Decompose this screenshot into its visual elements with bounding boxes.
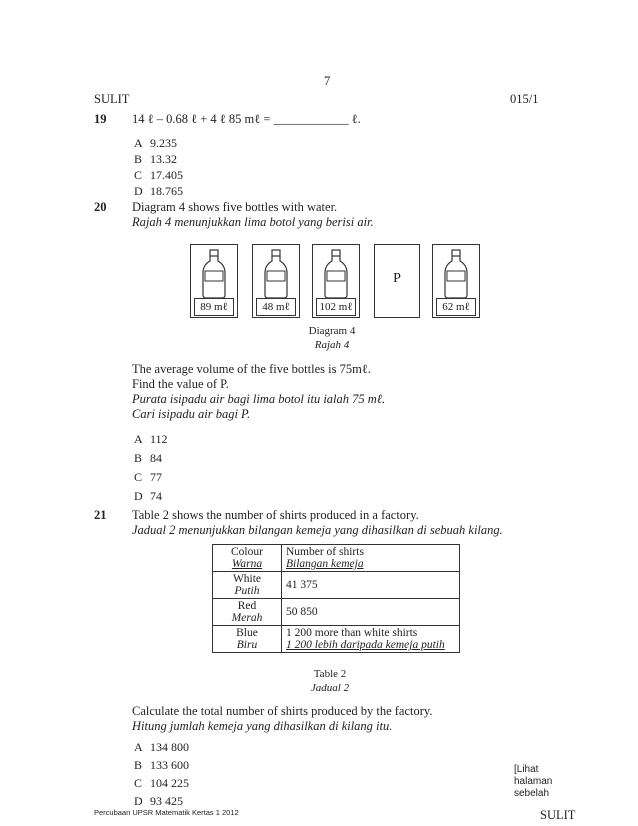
q19-unit: ℓ. bbox=[351, 112, 361, 126]
bottle-icon bbox=[322, 249, 350, 299]
question-19-number: 19 bbox=[94, 112, 107, 126]
page-number: 7 bbox=[324, 74, 331, 88]
q20-stem-en-1: The average volume of the five bottles is 75mℓ. bbox=[132, 362, 371, 376]
turn-over-note: [Lihat halaman sebelah bbox=[514, 764, 553, 799]
bottle-1-volume: 89 mℓ bbox=[194, 298, 234, 316]
q21-option-d[interactable]: D 93 425 bbox=[134, 794, 183, 808]
q20-option-a[interactable]: A 112 bbox=[134, 432, 168, 446]
q21-option-b[interactable]: B 133 600 bbox=[134, 758, 189, 772]
bottle-p-label: P bbox=[393, 271, 401, 286]
q19-option-b[interactable]: B 13.32 bbox=[134, 152, 177, 166]
table-head-colour: Colour Warna bbox=[213, 545, 282, 572]
table-header-row bbox=[213, 545, 460, 572]
table-cell-value: 50 850 bbox=[282, 599, 460, 626]
table-2-caption-ms: Jadual 2 bbox=[310, 682, 350, 694]
q21-option-a[interactable]: A 134 800 bbox=[134, 740, 189, 754]
bottle-1 bbox=[190, 244, 238, 318]
table-cell-value: 1 200 more than white shirts 1 200 lebih daripada kemeja putih bbox=[282, 626, 460, 653]
q19-expression-text: 14 ℓ – 0.68 ℓ + 4 ℓ 85 mℓ = bbox=[132, 112, 274, 126]
bottle-5 bbox=[432, 244, 480, 318]
header-code: 015/1 bbox=[510, 92, 539, 106]
q21-option-c[interactable]: C 104 225 bbox=[134, 776, 189, 790]
table-cell-colour: Blue Biru bbox=[213, 626, 282, 653]
table-cell-value: 41 375 bbox=[282, 572, 460, 599]
table-row bbox=[213, 599, 460, 626]
q19-answer-blank: ____________ bbox=[273, 112, 349, 126]
table-cell-colour: White Putih bbox=[213, 572, 282, 599]
question-20-number: 20 bbox=[94, 200, 107, 214]
bottle-3 bbox=[312, 244, 360, 318]
question-21-number: 21 bbox=[94, 508, 107, 522]
bottle-5-volume: 62 mℓ bbox=[436, 298, 476, 316]
footer-source: Percubaan UPSR Matematik Kertas 1 2012 bbox=[94, 808, 239, 817]
table-head-count: Number of shirts Bilangan kemeja bbox=[282, 545, 460, 572]
bottle-3-volume: 102 mℓ bbox=[316, 298, 356, 316]
q21-intro-ms: Jadual 2 menunjukkan bilangan kemeja yang dihasilkan di sebuah kilang. bbox=[132, 523, 503, 537]
q20-intro-en: Diagram 4 shows five bottles with water. bbox=[132, 200, 338, 214]
table-2 bbox=[212, 544, 460, 653]
q19-option-d[interactable]: D 18.765 bbox=[134, 184, 183, 198]
diagram-4-caption-en: Diagram 4 bbox=[308, 325, 356, 337]
q20-stem-ms-1: Purata isipadu air bagi lima botol itu ialah 75 mℓ. bbox=[132, 392, 386, 406]
bottle-icon bbox=[200, 249, 228, 299]
diagram-4-caption-ms: Rajah 4 bbox=[314, 339, 350, 351]
q20-stem-en-2: Find the value of P. bbox=[132, 377, 229, 391]
q20-option-c[interactable]: C 77 bbox=[134, 470, 162, 484]
q20-intro-ms: Rajah 4 menunjukkan lima botol yang berisi air. bbox=[132, 215, 374, 229]
question-19-expression bbox=[132, 112, 361, 127]
q20-option-d[interactable]: D 74 bbox=[134, 489, 162, 503]
bottle-2 bbox=[252, 244, 300, 318]
table-cell-colour: Red Merah bbox=[213, 599, 282, 626]
table-row bbox=[213, 626, 460, 653]
q20-option-b[interactable]: B 84 bbox=[134, 451, 162, 465]
table-row bbox=[213, 572, 460, 599]
q20-stem-ms-2: Cari isipadu air bagi P. bbox=[132, 407, 251, 421]
footer-sulit: SULIT bbox=[540, 808, 576, 822]
q19-option-a[interactable]: A 9.235 bbox=[134, 136, 177, 150]
bottle-p bbox=[374, 244, 420, 318]
header-sulit: SULIT bbox=[94, 92, 130, 106]
bottle-icon bbox=[442, 249, 470, 299]
q21-stem-en: Calculate the total number of shirts produced by the factory. bbox=[132, 704, 433, 718]
q19-option-c[interactable]: C 17.405 bbox=[134, 168, 183, 182]
bottle-2-volume: 48 mℓ bbox=[256, 298, 296, 316]
bottle-icon bbox=[262, 249, 290, 299]
q21-intro-en: Table 2 shows the number of shirts produced in a factory. bbox=[132, 508, 419, 522]
table-2-caption-en: Table 2 bbox=[313, 668, 347, 680]
q21-stem-ms: Hitung jumlah kemeja yang dihasilkan di kilang itu. bbox=[132, 719, 393, 733]
